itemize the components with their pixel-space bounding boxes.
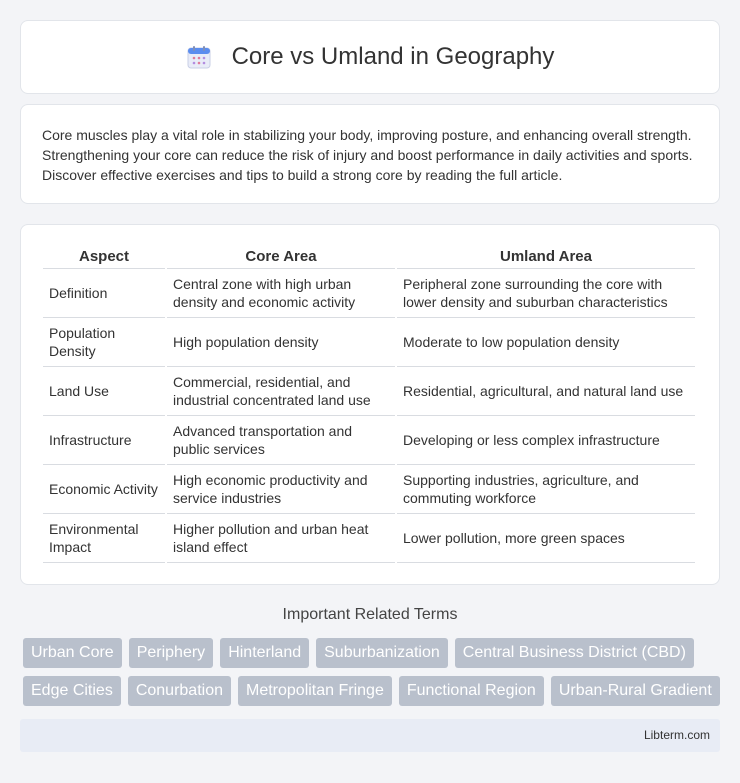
table-cell: Residential, agricultural, and natural land use [397,367,695,416]
table-cell: High population density [167,318,395,367]
table-header-row [43,247,695,269]
table-row [43,318,695,367]
tag-row [23,676,723,706]
intro-card [20,104,720,204]
table-cell: Central zone with high urban density and economic activity [167,269,395,318]
footer [20,719,720,752]
tag-edge-cities[interactable]: Edge Cities [23,676,121,706]
table-row [43,416,695,465]
tag-conurbation[interactable]: Conurbation [128,676,231,706]
tag-urban-core[interactable]: Urban Core [23,638,122,668]
related-terms [23,638,723,714]
table-cell: Higher pollution and urban heat island effect [167,514,395,563]
table-cell: Moderate to low population density [397,318,695,367]
table-cell: Advanced transportation and public services [167,416,395,465]
table-row [43,367,695,416]
table-row [43,269,695,318]
table-cell: High economic productivity and service industries [167,465,395,514]
table-row [43,514,695,563]
header-aspect: Aspect [43,247,165,269]
table-cell: Environmental Impact [43,514,165,563]
tag-metropolitan-fringe[interactable]: Metropolitan Fringe [238,676,392,706]
page-title: Core vs Umland in Geography [231,43,555,70]
table-cell: Lower pollution, more green spaces [397,514,695,563]
related-terms-title: Important Related Terms [282,606,458,623]
footer-link[interactable]: Libterm.com [643,728,710,742]
intro-text: Core muscles play a vital role in stabilizing your body, improving posture, and enhancing overall strength. Strengthening your core can reduce the risk of injury and boost performance in daily activities and sports. Discover effective exercises and tips to build a strong core by reading the full article. [42,127,693,183]
table-cell: Developing or less complex infrastructure [397,416,695,465]
tag-functional-region[interactable]: Functional Region [399,676,544,706]
table-cell: Economic Activity [43,465,165,514]
tag-hinterland[interactable]: Hinterland [220,638,309,668]
tag-suburbanization[interactable]: Suburbanization [316,638,448,668]
table-cell: Peripheral zone surrounding the core with lower density and suburban characteristics [397,269,695,318]
header-core-area: Core Area [167,247,395,269]
header-umland-area: Umland Area [397,247,695,269]
header-card [20,20,720,94]
tag-cbd[interactable]: Central Business District (CBD) [455,638,694,668]
table-cell: Land Use [43,367,165,416]
tag-urban-rural-gradient[interactable]: Urban-Rural Gradient [551,676,720,706]
tag-periphery[interactable]: Periphery [129,638,213,668]
header [186,43,555,71]
calendar-icon [186,44,212,70]
tag-row [23,638,723,668]
comparison-table-card [20,224,720,585]
table-cell: Infrastructure [43,416,165,465]
table-cell: Supporting industries, agriculture, and commuting workforce [397,465,695,514]
comparison-table [41,247,697,563]
table-cell: Commercial, residential, and industrial concentrated land use [167,367,395,416]
table-row [43,465,695,514]
table-cell: Population Density [43,318,165,367]
table-cell: Definition [43,269,165,318]
